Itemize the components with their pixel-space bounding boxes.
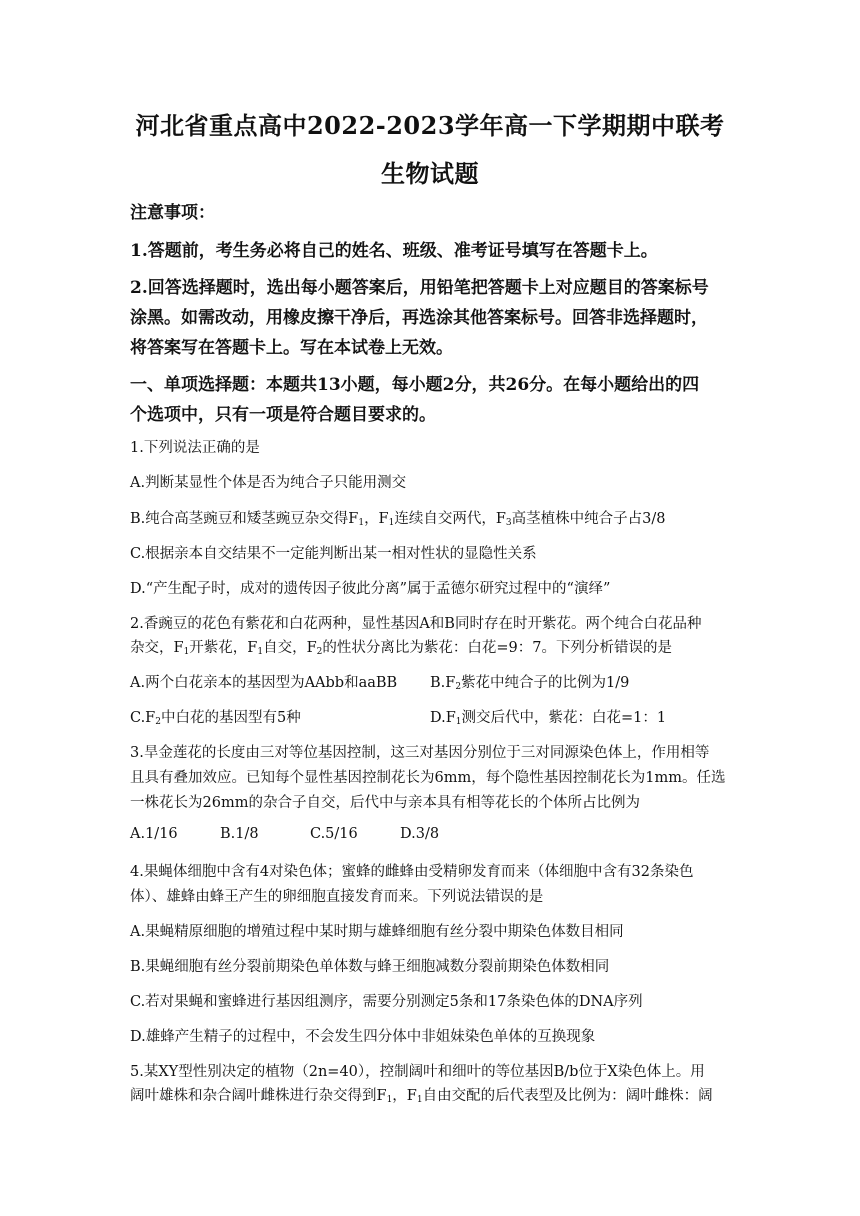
notice-item-2-line-3: 将答案写在答题卡上。写在本试卷上无效。 — [130, 338, 453, 358]
q3-option-d: D.3/8 — [400, 826, 440, 842]
q2-c-text-1: C.F — [130, 710, 156, 726]
q2-l2-text-1: 杂交，F — [130, 640, 184, 656]
q4-option-a: A.果蝇精原细胞的增殖过程中某时期与雄蜂细胞有丝分裂中期染色体数目相同 — [130, 924, 624, 940]
notice-heading: 注意事项： — [130, 203, 215, 223]
q2-option-d — [430, 706, 666, 727]
q3-option-a: A.1/16 — [130, 826, 178, 842]
q2-option-b — [430, 671, 629, 692]
q2-l2-text-3: 自交，F — [263, 640, 317, 656]
q4-option-b: B.果蝇细胞有丝分裂前期染色单体数与蜂王细胞减数分裂前期染色体数相同 — [130, 959, 610, 975]
notice-item-1: 1.答题前，考生务必将自己的姓名、班级、准考证号填写在答题卡上。 — [130, 241, 658, 261]
subscript: 1 — [358, 518, 365, 528]
subscript: 2 — [155, 717, 161, 727]
q1-option-d: D.“产生配子时，成对的遗传因子彼此分离”属于孟德尔研究过程中的“演绎” — [130, 581, 611, 597]
q1-b-text-1: B.纯合高茎豌豆和矮茎豌豆杂交得F — [130, 511, 359, 527]
section1-line-1: 一、单项选择题：本题共13小题，每小题2分，共26分。在每小题给出的四 — [130, 375, 700, 395]
q2-options-row-2 — [130, 706, 734, 727]
q2-b-text-2: 紫花中纯合子的比例为1/9 — [461, 675, 630, 691]
subscript: 1 — [388, 518, 395, 528]
notice-item-2-line-2: 涂黑。如需改动，用橡皮擦干净后，再选涂其他答案标号。回答非选择题时， — [130, 308, 708, 328]
q5-l2-text-1: 阔叶雄株和杂合阔叶雌株进行杂交得到F — [130, 1088, 387, 1104]
q1-b-text-2: ，F — [364, 511, 389, 527]
subscript: 1 — [386, 1095, 393, 1105]
q2-option-c — [130, 706, 430, 727]
q2-line-1: 2.香豌豆的花色有紫花和白花两种，显性基因A和B同时存在时开紫花。两个纯合白花品种 — [130, 616, 702, 632]
exam-subtitle: 生物试题 — [381, 159, 479, 188]
subscript: 2 — [455, 682, 462, 692]
q4-option-d: D.雄蜂产生精子的过程中，不会发生四分体中非姐妹染色单体的互换现象 — [130, 1029, 596, 1045]
q3-line-2: 且具有叠加效应。已知每个显性基因控制花长为6mm，每个隐性基因控制花长为1mm。任选 — [130, 770, 726, 786]
section1-line-2: 个选项中，只有一项是符合题目要求的。 — [130, 405, 436, 425]
subscript: 1 — [455, 717, 462, 727]
q5-l2-text-3: 自由交配的后代表型及比例为：阔叶雌株：阔 — [422, 1088, 713, 1104]
q5-line-1: 5.某XY型性别决定的植物（2n=40），控制阔叶和细叶的等位基因B/b位于X染色体上。用 — [130, 1064, 705, 1080]
q2-d-text-2: 测交后代中，紫花：白花=1：1 — [461, 710, 667, 726]
q3-option-c: C.5/16 — [310, 826, 358, 842]
q2-line-2 — [130, 636, 734, 657]
q3-line-3: 一株花长为26mm的杂合子自交，后代中与亲本具有相等花长的个体所占比例为 — [130, 795, 640, 811]
subscript: 2 — [316, 647, 323, 657]
q2-options-row-1 — [130, 671, 734, 692]
exam-title: 河北省重点高中2022-2023学年高一下学期期中联考 — [135, 111, 725, 140]
subscript: 1 — [416, 1095, 423, 1105]
notice-item-2-line-1: 2.回答选择题时，选出每小题答案后，用铅笔把答题卡上对应题目的答案标号 — [130, 278, 709, 298]
q1-option-b — [130, 507, 734, 528]
q3-option-b: B.1/8 — [220, 826, 259, 842]
q5-line-2 — [130, 1084, 734, 1105]
q3-line-1: 3.旱金莲花的长度由三对等位基因控制，这三对基因分别位于三对同源染色体上，作用相等 — [130, 745, 710, 761]
subscript: 3 — [505, 518, 512, 528]
q1-b-text-3: 连续自交两代，F — [394, 511, 506, 527]
q4-line-2: 体）、雄蜂由蜂王产生的卵细胞直接发育而来。下列说法错误的是 — [130, 889, 544, 905]
q4-line-1: 4.果蝇体细胞中含有4对染色体；蜜蜂的雌蜂由受精卵发育而来（体细胞中含有32条染色 — [130, 864, 694, 880]
q2-d-text-1: D.F — [430, 710, 456, 726]
q2-l2-text-4: 的性状分离比为紫花：白花=9：7。下列分析错误的是 — [322, 640, 672, 656]
q1-option-a: A.判断某显性个体是否为纯合子只能用测交 — [130, 475, 407, 491]
subscript: 1 — [257, 647, 264, 657]
q1-b-text-4: 高茎植株中纯合子占3/8 — [511, 511, 666, 527]
q2-b-text-1: B.F — [430, 675, 456, 691]
q2-l2-text-2: 开紫花，F — [189, 640, 258, 656]
q3-options-row — [130, 826, 734, 842]
q4-option-c: C.若对果蝇和蜜蜂进行基因组测序，需要分别测定5条和17条染色体的DNA序列 — [130, 994, 643, 1010]
q1-stem: 1.下列说法正确的是 — [130, 440, 260, 456]
q2-c-text-2: 中白花的基因型有5种 — [160, 710, 301, 726]
q5-l2-text-2: ，F — [392, 1088, 417, 1104]
q1-option-c: C.根据亲本自交结果不一定能判断出某一相对性状的显隐性关系 — [130, 546, 537, 562]
subscript: 1 — [183, 647, 190, 657]
q2-option-a: A.两个白花亲本的基因型为AAbb和aaBB — [130, 675, 398, 691]
